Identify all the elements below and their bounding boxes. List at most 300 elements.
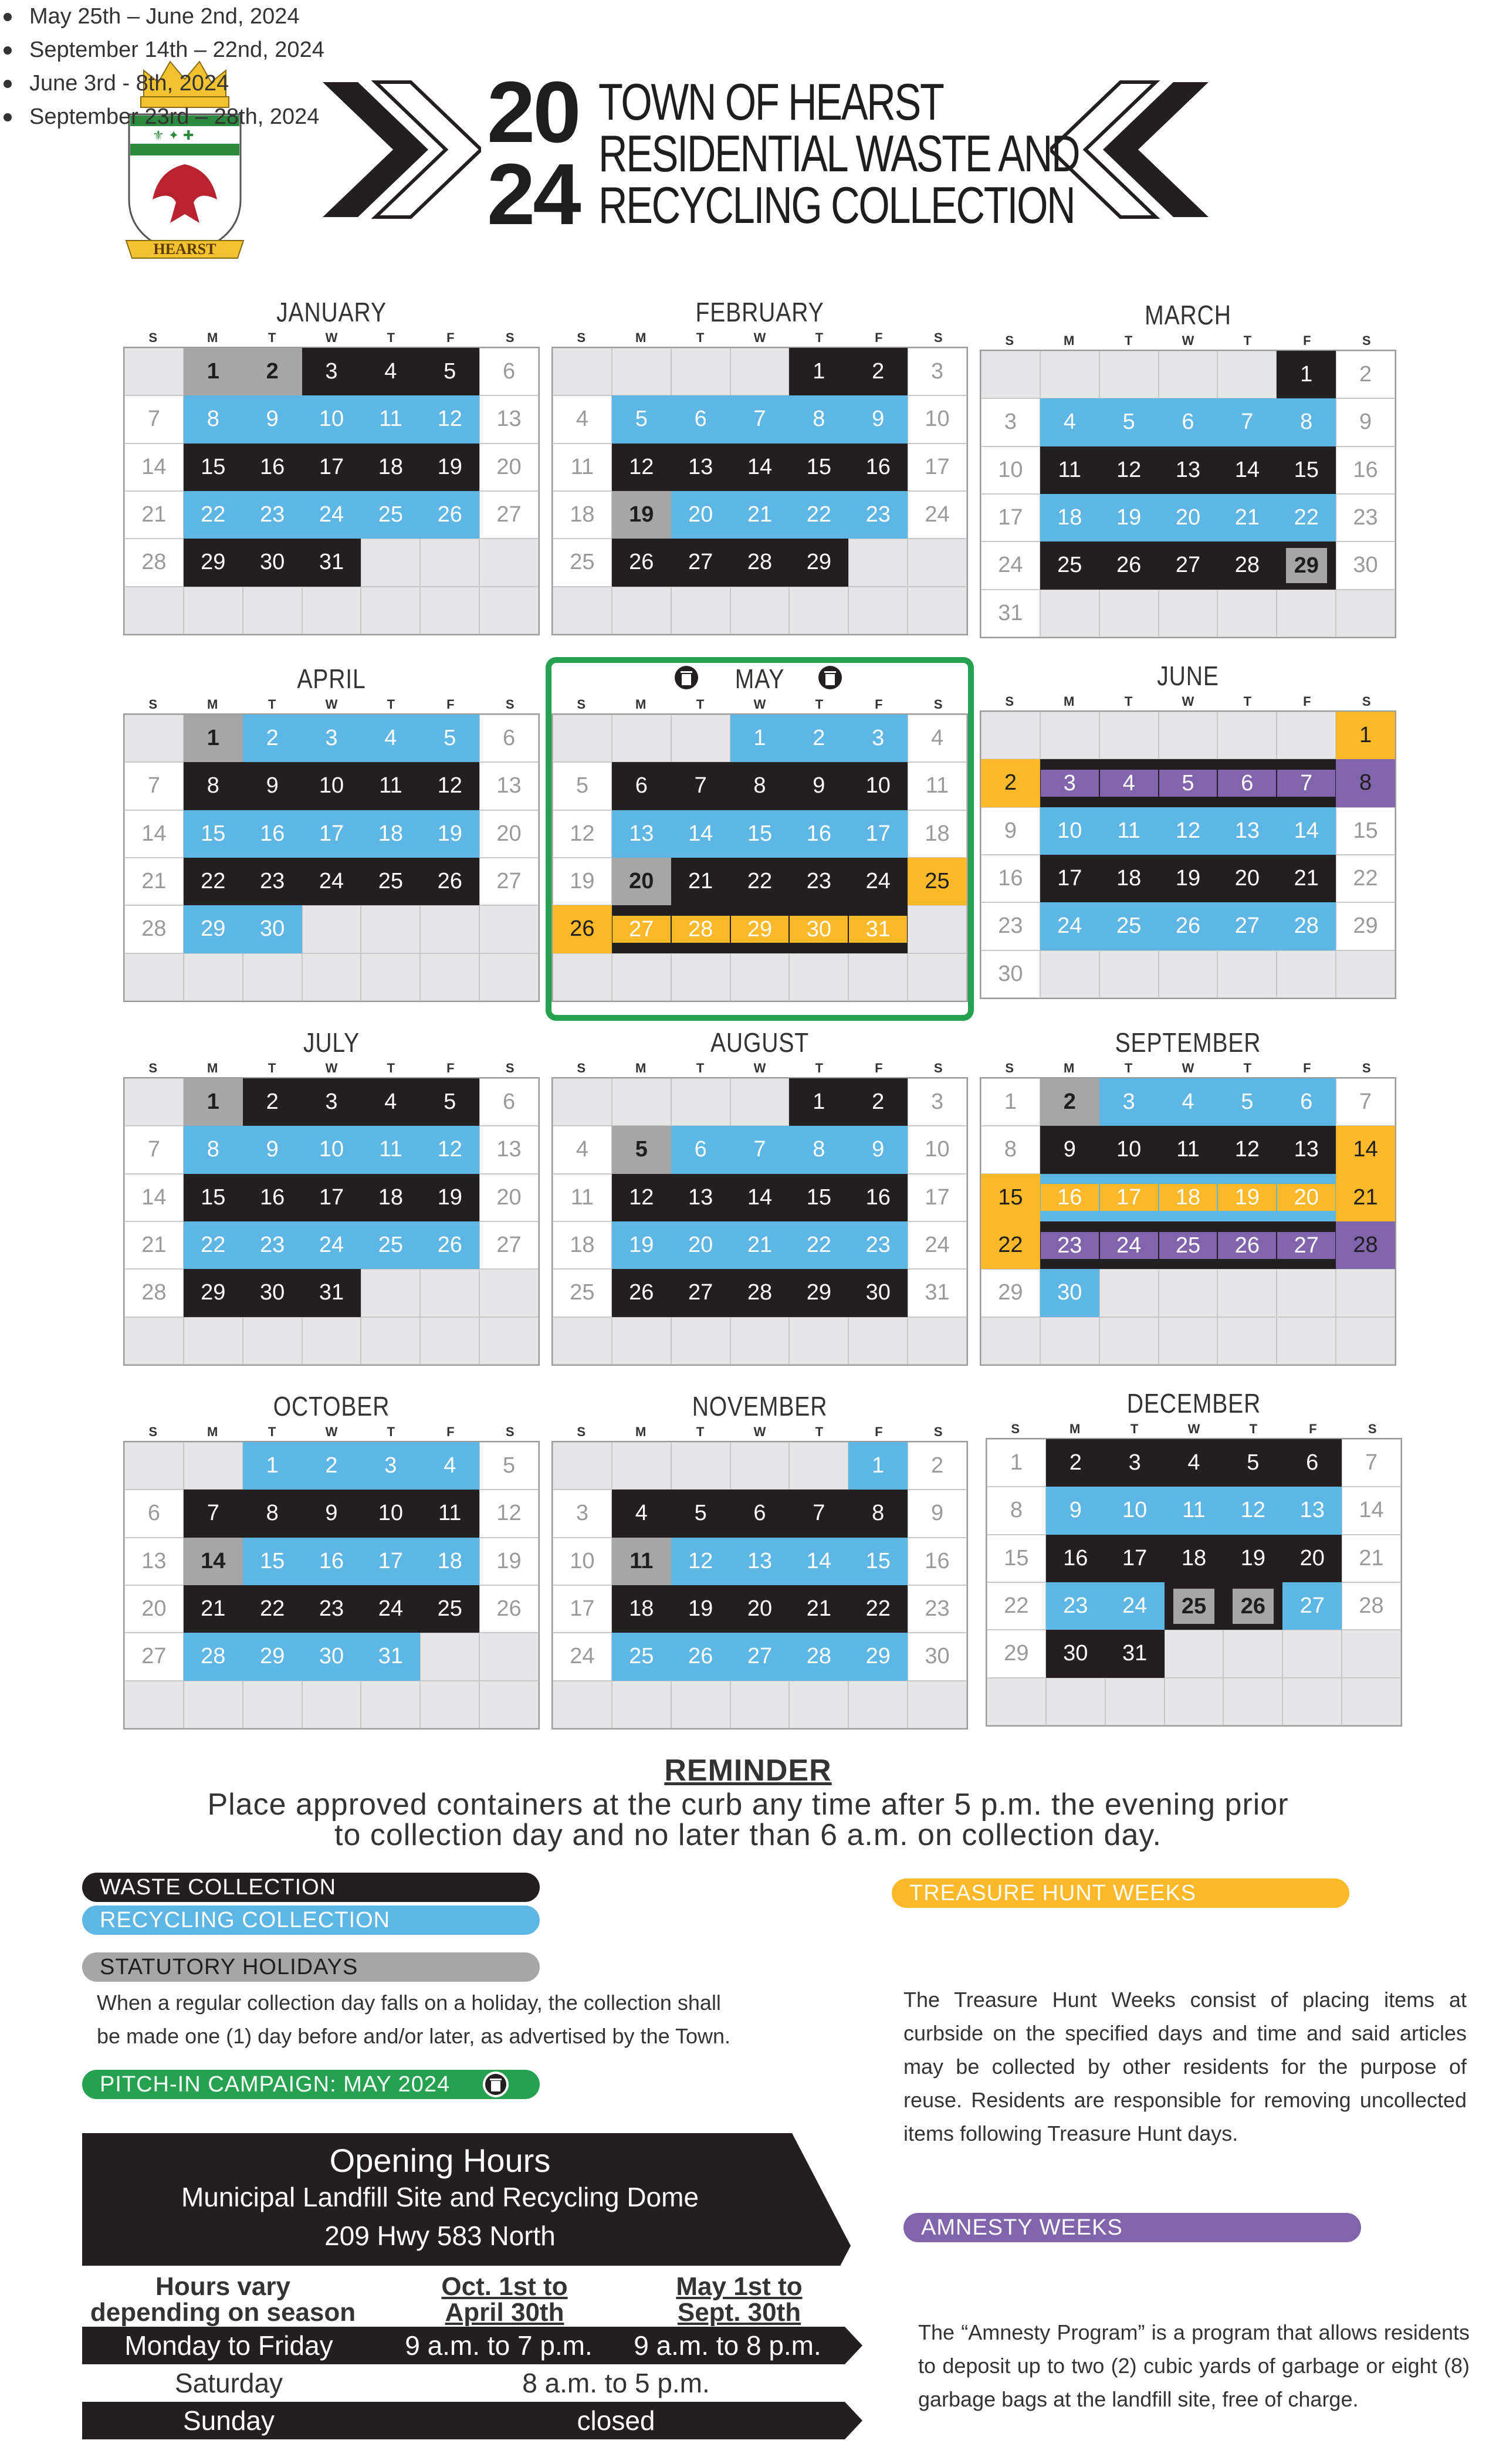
day-cell: 4 <box>361 715 420 762</box>
day-cell: 8 <box>981 1126 1040 1173</box>
empty-cell <box>789 587 848 634</box>
empty-cell <box>1217 712 1277 759</box>
day-cell: 26 <box>1159 902 1218 950</box>
day-cell: 23 <box>302 1585 361 1633</box>
day-number: 6 <box>1218 770 1276 797</box>
day-cell: 14 <box>1277 807 1336 855</box>
hours-summer: 9 a.m. to 8 p.m. <box>634 2330 821 2361</box>
day-cell: 8 <box>789 1126 848 1173</box>
empty-cell <box>789 1442 848 1490</box>
empty-cell <box>908 953 967 1001</box>
day-cell: 30 <box>243 539 302 586</box>
day-cell: 6 <box>124 1490 184 1537</box>
empty-cell <box>553 587 612 634</box>
day-cell: 23 <box>848 1221 908 1269</box>
month-march <box>980 299 1396 639</box>
day-cell: 11 <box>908 762 967 810</box>
weekday-label: S <box>933 330 943 345</box>
empty-cell <box>1217 1317 1277 1365</box>
empty-cell <box>612 1078 671 1126</box>
day-cell <box>1159 1174 1218 1221</box>
day-cell: 22 <box>789 491 848 539</box>
day-cell: 24 <box>848 858 908 905</box>
day-cell: 23 <box>981 902 1040 950</box>
empty-cell <box>479 1633 539 1680</box>
day-cell: 21 <box>789 1585 848 1633</box>
day-cell: 18 <box>1040 494 1099 541</box>
day-cell <box>612 905 671 953</box>
day-cell: 20 <box>671 1221 730 1269</box>
day-cell: 24 <box>302 1221 361 1269</box>
weekday-label: F <box>875 697 883 712</box>
day-cell: 26 <box>420 858 479 905</box>
day-cell: 29 <box>987 1630 1046 1677</box>
day-cell: 18 <box>553 1221 612 1269</box>
day-cell: 5 <box>1217 1078 1277 1126</box>
weekday-label: F <box>875 1061 883 1075</box>
day-cell: 23 <box>908 1585 967 1633</box>
month-grid <box>123 347 540 635</box>
weekday-label: T <box>268 697 276 712</box>
day-number: 23 <box>1041 1232 1099 1259</box>
day-cell: 24 <box>1040 902 1099 950</box>
day-cell: 27 <box>479 858 539 905</box>
empty-cell <box>479 953 539 1001</box>
day-cell: 29 <box>1336 902 1395 950</box>
empty-cell <box>612 1317 671 1365</box>
empty-cell <box>1099 712 1159 759</box>
weekday-label: F <box>1303 694 1311 709</box>
empty-cell <box>361 539 420 586</box>
day-number: 24 <box>1100 1232 1158 1259</box>
day-cell: 26 <box>1099 541 1159 589</box>
day-cell: 6 <box>730 1490 790 1537</box>
day-cell: 10 <box>553 1538 612 1585</box>
day-cell: 27 <box>1282 1582 1342 1630</box>
day-cell: 25 <box>361 1221 420 1269</box>
weekday-label: W <box>753 1424 766 1439</box>
weekday-header <box>123 1061 540 1076</box>
reminder-line-2: to collection day and no later than 6 a.m. on collection day. <box>334 1818 1162 1852</box>
day-cell <box>848 905 908 953</box>
empty-cell <box>124 348 184 395</box>
empty-cell <box>671 587 730 634</box>
day-cell <box>1159 1221 1218 1269</box>
day-cell: 15 <box>848 1538 908 1585</box>
day-cell: 17 <box>1040 855 1099 902</box>
day-cell: 4 <box>1159 1078 1218 1126</box>
empty-cell <box>671 1078 730 1126</box>
day-cell: 30 <box>302 1633 361 1680</box>
day-cell: 5 <box>1099 398 1159 446</box>
day-cell: 3 <box>1105 1439 1165 1487</box>
day-cell: 26 <box>671 1633 730 1680</box>
weekday-label: T <box>815 697 824 712</box>
empty-cell <box>1159 1317 1218 1365</box>
day-cell: 22 <box>789 1221 848 1269</box>
day-cell: 25 <box>361 491 420 539</box>
weekday-label: T <box>1124 694 1133 709</box>
hours-row-sunday <box>82 2402 862 2439</box>
day-cell: 17 <box>1105 1535 1165 1582</box>
day-cell: 20 <box>1282 1535 1342 1582</box>
amnesty-description: The “Amnesty Program” is a program that allows residents to deposit up to two (2) cubic yards of garbage or eight (8) garbage bags at the landfill site, free of charge. <box>918 2320 1470 2411</box>
day-cell: 28 <box>184 1633 243 1680</box>
empty-cell <box>908 905 967 953</box>
day-cell: 12 <box>1099 446 1159 494</box>
weekday-header <box>980 694 1396 709</box>
weekday-header <box>123 330 540 346</box>
empty-cell <box>1165 1630 1224 1677</box>
weekday-label: T <box>1130 1421 1139 1436</box>
day-cell: 3 <box>981 398 1040 446</box>
day-cell <box>1277 1174 1336 1221</box>
empty-cell <box>612 953 671 1001</box>
day-cell: 26 <box>553 905 612 953</box>
empty-cell <box>612 587 671 634</box>
day-cell: 2 <box>789 715 848 762</box>
weekday-label: F <box>1309 1421 1317 1436</box>
hours-both: 8 a.m. to 5 p.m. <box>522 2368 710 2398</box>
month-grid <box>551 713 968 1002</box>
day-cell: 14 <box>1342 1487 1401 1534</box>
day-cell: 15 <box>981 1174 1040 1221</box>
day-cell: 21 <box>1342 1535 1401 1582</box>
day-cell: 4 <box>553 395 612 443</box>
day-cell: 21 <box>124 858 184 905</box>
winter-header-line-2: April 30th <box>445 2298 564 2327</box>
day-cell: 12 <box>1217 1126 1277 1173</box>
day-cell: 16 <box>848 1174 908 1221</box>
year-top: 20 <box>487 64 579 161</box>
empty-cell <box>553 1317 612 1365</box>
empty-cell <box>848 539 908 586</box>
day-number: 19 <box>1218 1184 1276 1211</box>
weekday-header <box>551 1061 968 1076</box>
month-name: SEPTEMBER <box>1115 1027 1261 1058</box>
day-cell: 23 <box>1336 494 1395 541</box>
empty-cell <box>730 1078 790 1126</box>
day-cell: 30 <box>1040 1269 1099 1316</box>
day-cell: 11 <box>1040 446 1099 494</box>
day-cell: 18 <box>1165 1535 1224 1582</box>
day-cell: 3 <box>848 715 908 762</box>
day-cell: 2 <box>908 1442 967 1490</box>
day-cell <box>1277 1221 1336 1269</box>
empty-cell <box>789 1317 848 1365</box>
empty-cell <box>1282 1678 1342 1725</box>
empty-cell <box>124 953 184 1001</box>
day-cell: 10 <box>848 762 908 810</box>
day-cell: 14 <box>1336 1126 1395 1173</box>
weekday-label: F <box>446 330 455 345</box>
weekday-label: T <box>696 697 705 712</box>
day-cell: 22 <box>848 1585 908 1633</box>
day-cell: 21 <box>124 1221 184 1269</box>
empty-cell <box>612 1681 671 1728</box>
empty-cell <box>124 715 184 762</box>
empty-cell <box>730 953 790 1001</box>
empty-cell <box>908 587 967 634</box>
empty-cell <box>1040 590 1099 637</box>
day-cell: 12 <box>612 1174 671 1221</box>
day-cell: 7 <box>730 1126 790 1173</box>
weekday-label: S <box>1368 1421 1377 1436</box>
weekday-label: T <box>1124 1061 1133 1075</box>
day-cell: 18 <box>420 1538 479 1585</box>
day-cell <box>1217 1174 1277 1221</box>
day-cell: 28 <box>789 1633 848 1680</box>
day-cell: 19 <box>420 444 479 491</box>
month-july <box>123 1027 540 1367</box>
day-cell: 2 <box>981 759 1040 807</box>
day-cell: 21 <box>671 858 730 905</box>
weekday-label: F <box>1303 333 1311 348</box>
day-number: 29 <box>731 916 789 943</box>
empty-cell <box>1099 1269 1159 1316</box>
day-cell: 23 <box>243 858 302 905</box>
day-cell: 24 <box>302 858 361 905</box>
day-cell: 6 <box>479 348 539 395</box>
month-january <box>123 296 540 637</box>
day-cell: 4 <box>361 1078 420 1126</box>
day-cell: 13 <box>1217 807 1277 855</box>
month-may <box>551 663 968 1003</box>
day-cell: 12 <box>612 444 671 491</box>
weekday-label: W <box>1187 1421 1200 1436</box>
day-number: 7 <box>1277 770 1335 797</box>
empty-cell <box>1159 590 1218 637</box>
day-cell: 13 <box>1277 1126 1336 1173</box>
day-cell: 3 <box>1099 1078 1159 1126</box>
empty-cell <box>420 587 479 634</box>
day-cell: 15 <box>184 1174 243 1221</box>
day-cell: 19 <box>612 1221 671 1269</box>
day-cell: 13 <box>671 1174 730 1221</box>
weekday-label: F <box>875 330 883 345</box>
empty-cell <box>730 348 790 395</box>
empty-cell <box>479 539 539 586</box>
holiday-text-line-2: be made one (1) day before and/or later, as advertised by the Town. <box>97 2024 730 2048</box>
weekday-label: W <box>325 1061 338 1075</box>
day-cell: 2 <box>1046 1439 1105 1487</box>
weekday-label: S <box>577 697 586 712</box>
empty-cell <box>479 1317 539 1365</box>
weekday-label: S <box>505 1424 515 1439</box>
day-cell: 1 <box>789 348 848 395</box>
day-cell: 18 <box>361 1174 420 1221</box>
day-cell: 10 <box>361 1490 420 1537</box>
hours-vary-line-1: Hours vary <box>155 2272 290 2301</box>
day-cell: 30 <box>243 905 302 953</box>
empty-cell <box>479 1681 539 1728</box>
day-cell <box>1217 759 1277 807</box>
empty-cell <box>848 587 908 634</box>
day-cell: 22 <box>987 1582 1046 1630</box>
empty-cell <box>1099 950 1159 998</box>
empty-cell <box>981 712 1040 759</box>
day-cell: 6 <box>479 1078 539 1126</box>
day-cell: 27 <box>671 1269 730 1316</box>
day-number: 3 <box>1041 770 1099 797</box>
day-cell: 7 <box>789 1490 848 1537</box>
empty-cell <box>612 348 671 395</box>
day-cell: 12 <box>420 762 479 810</box>
month-august <box>551 1027 968 1367</box>
day-cell: 23 <box>1046 1582 1105 1630</box>
day-cell: 30 <box>908 1633 967 1680</box>
empty-cell <box>789 1681 848 1728</box>
day-cell: 10 <box>1099 1126 1159 1173</box>
weekday-label: S <box>1005 333 1014 348</box>
empty-cell <box>124 1442 184 1490</box>
holiday-explanation <box>97 1986 801 2053</box>
empty-cell <box>420 1681 479 1728</box>
reminder-line-1: Place approved containers at the curb any time after 5 p.m. the evening prior <box>207 1788 1289 1822</box>
empty-cell <box>1217 1269 1277 1316</box>
day-cell: 16 <box>1046 1535 1105 1582</box>
empty-cell <box>1336 950 1395 998</box>
day-cell: 17 <box>361 1538 420 1585</box>
empty-cell <box>1040 950 1099 998</box>
day-cell: 8 <box>1277 398 1336 446</box>
day-cell: 17 <box>302 810 361 858</box>
treasure-date-1: May 25th – June 2nd, 2024 <box>0 0 469 33</box>
day-cell: 29 <box>848 1633 908 1680</box>
weekday-label: W <box>753 1061 766 1075</box>
day-cell <box>1099 1221 1159 1269</box>
month-name: OCTOBER <box>273 1391 390 1421</box>
weekday-header <box>123 1424 540 1440</box>
weekday-label: F <box>446 1424 455 1439</box>
day-cell: 31 <box>981 590 1040 637</box>
weekday-header <box>551 1424 968 1440</box>
weekday-header <box>551 330 968 346</box>
day-cell: 17 <box>908 1174 967 1221</box>
day-cell: 29 <box>184 539 243 586</box>
day-cell: 3 <box>361 1442 420 1490</box>
day-cell: 5 <box>420 348 479 395</box>
day-cell: 23 <box>243 1221 302 1269</box>
day-cell: 1 <box>848 1442 908 1490</box>
weekday-label: T <box>1124 333 1133 348</box>
empty-cell <box>243 1317 302 1365</box>
day-cell: 27 <box>124 1633 184 1680</box>
day-cell: 19 <box>479 1538 539 1585</box>
day-cell: 31 <box>1105 1630 1165 1677</box>
day-cell: 12 <box>420 1126 479 1173</box>
empty-cell <box>420 539 479 586</box>
empty-cell <box>243 1681 302 1728</box>
day-cell: 16 <box>1336 446 1395 494</box>
day-cell: 13 <box>1282 1487 1342 1534</box>
day-cell: 28 <box>1217 541 1277 589</box>
day-number: 17 <box>1100 1184 1158 1211</box>
day-cell: 21 <box>1277 855 1336 902</box>
day-cell: 15 <box>789 1174 848 1221</box>
day-cell: 5 <box>420 1078 479 1126</box>
day-cell: 2 <box>243 348 302 395</box>
day-cell: 30 <box>243 1269 302 1316</box>
month-grid <box>980 350 1396 638</box>
day-cell: 1 <box>1336 712 1395 759</box>
empty-cell <box>671 715 730 762</box>
day-cell: 21 <box>124 491 184 539</box>
empty-cell <box>302 953 361 1001</box>
day-cell: 15 <box>987 1535 1046 1582</box>
day-cell: 13 <box>612 810 671 858</box>
day-cell: 1 <box>243 1442 302 1490</box>
empty-cell <box>479 1269 539 1316</box>
day-cell: 17 <box>848 810 908 858</box>
day-cell: 18 <box>612 1585 671 1633</box>
day-cell: 13 <box>479 395 539 443</box>
weekday-label: S <box>148 1061 158 1075</box>
weekday-label: W <box>1182 333 1194 348</box>
day-cell: 22 <box>1336 855 1395 902</box>
day-cell: 18 <box>553 491 612 539</box>
day-cell: 9 <box>789 762 848 810</box>
day-cell: 10 <box>908 1126 967 1173</box>
weekday-label: S <box>577 1424 586 1439</box>
empty-cell <box>479 587 539 634</box>
month-february <box>551 296 968 637</box>
day-cell: 2 <box>243 715 302 762</box>
empty-cell <box>1336 1269 1395 1316</box>
month-grid <box>551 347 968 635</box>
day-cell: 1 <box>730 715 790 762</box>
day-cell: 19 <box>1223 1535 1282 1582</box>
empty-cell <box>612 1442 671 1490</box>
day-cell: 14 <box>124 1174 184 1221</box>
hours-winter: 9 a.m. to 7 p.m. <box>405 2330 593 2361</box>
day-cell: 19 <box>553 858 612 905</box>
empty-cell <box>908 1681 967 1728</box>
day-cell: 24 <box>1105 1582 1165 1630</box>
empty-cell <box>184 1681 243 1728</box>
day-cell: 16 <box>302 1538 361 1585</box>
weekday-label: T <box>1243 1061 1252 1075</box>
day-cell: 7 <box>124 1126 184 1173</box>
day-cell: 11 <box>1099 807 1159 855</box>
day-cell: 29 <box>981 1269 1040 1316</box>
day-cell: 6 <box>671 395 730 443</box>
empty-cell <box>553 1681 612 1728</box>
empty-cell <box>848 1317 908 1365</box>
empty-cell <box>730 1681 790 1728</box>
day-cell: 21 <box>184 1585 243 1633</box>
day-number: 20 <box>1277 1184 1335 1211</box>
day-number: 27 <box>612 916 671 943</box>
day-cell: 10 <box>908 395 967 443</box>
weekday-label: S <box>148 697 158 712</box>
day-cell: 15 <box>789 444 848 491</box>
day-cell: 14 <box>124 444 184 491</box>
empty-cell <box>361 905 420 953</box>
empty-cell <box>1342 1630 1401 1677</box>
empty-cell <box>184 1442 243 1490</box>
empty-cell <box>1040 1317 1099 1365</box>
day-cell: 26 <box>612 1269 671 1316</box>
day-cell: 13 <box>730 1538 790 1585</box>
day-cell: 4 <box>908 715 967 762</box>
month-name: FEBRUARY <box>695 297 824 327</box>
empty-cell <box>1217 351 1277 398</box>
weekday-label: M <box>635 330 647 345</box>
day-cell: 25 <box>553 1269 612 1316</box>
day-cell: 25 <box>612 1633 671 1680</box>
weekday-label: M <box>1069 1421 1081 1436</box>
